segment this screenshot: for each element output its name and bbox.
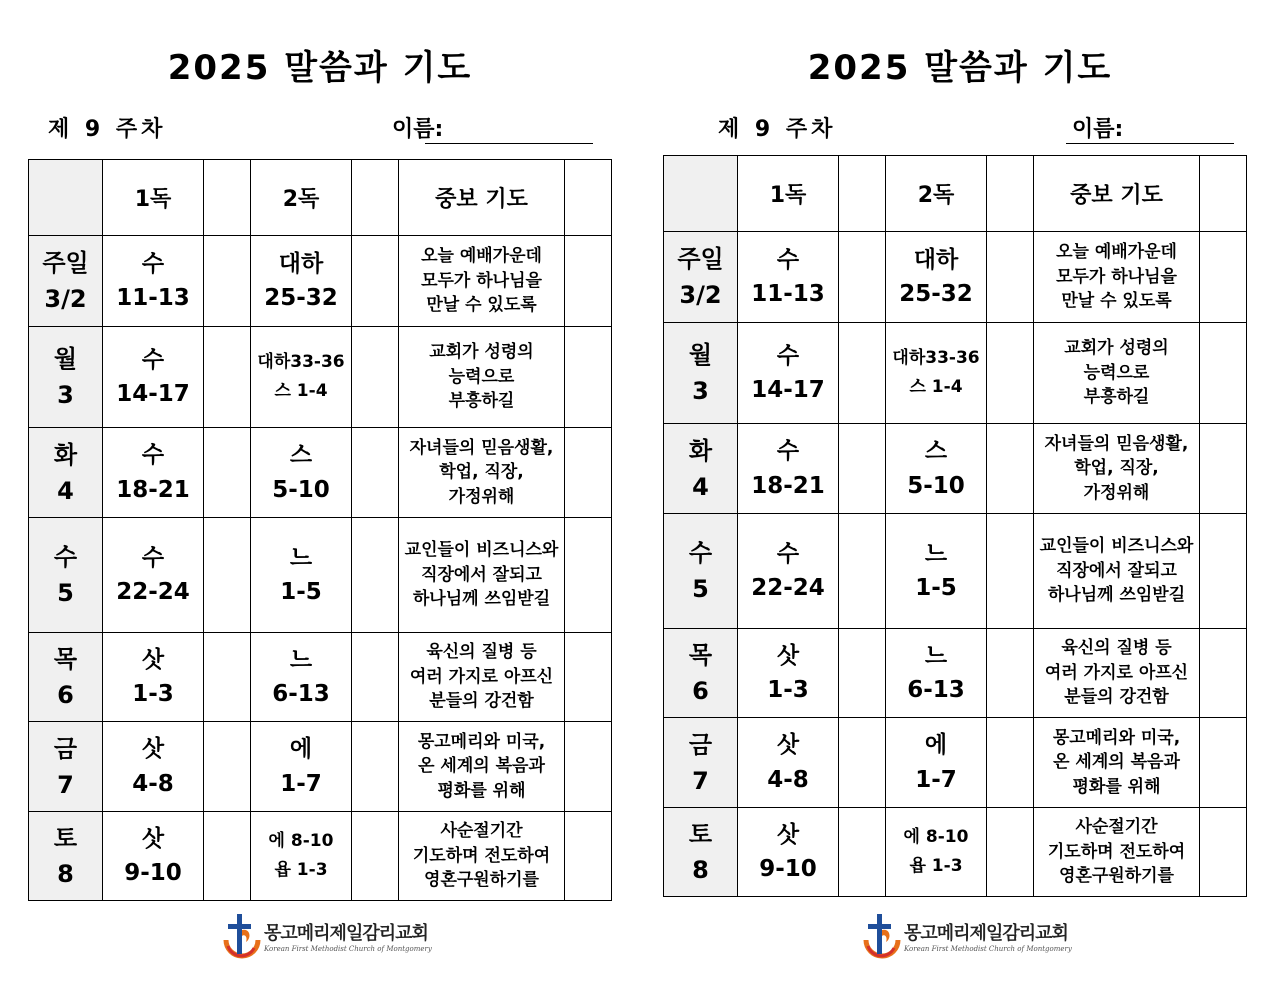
reading2-line1: 대하33-36 (892, 348, 980, 369)
prayer-line: 육신의 질병 등 (426, 642, 537, 663)
reading1-book: 수 (141, 250, 165, 277)
check-cell (352, 327, 399, 428)
logo-english-name: Korean First Methodist Church of Montgomery (904, 945, 1072, 953)
prayer-line: 여러 가지로 아프신 (409, 666, 554, 687)
prayer-line: 능력으로 (1083, 362, 1150, 383)
reading2-line1: 에 (289, 736, 313, 762)
reading1-range: 11-13 (751, 281, 825, 307)
reading1-range: 1-3 (767, 677, 809, 703)
header-reading1: 1독 (103, 160, 204, 236)
prayer-line: 학업, 직장, (439, 462, 524, 483)
check-cell (1200, 514, 1247, 629)
prayer-line: 오늘 예배가운데 (421, 246, 542, 267)
prayer-line: 만날 수 있도록 (426, 295, 537, 316)
reading1-book: 삿 (776, 732, 800, 758)
table-row (664, 424, 1247, 514)
header-prayer: 중보 기도 (399, 160, 565, 236)
day-name: 금 (688, 730, 713, 759)
reading2-line2: 6-13 (907, 677, 965, 703)
prayer-cell (1034, 514, 1200, 629)
prayer-cell (1034, 808, 1200, 897)
reading2-cell (886, 808, 987, 897)
reading1-book: 삿 (141, 736, 165, 762)
check-cell (565, 236, 612, 327)
reading2-line2: 스 1-4 (274, 381, 328, 401)
prayer-line: 오늘 예배가운데 (1056, 242, 1177, 263)
reading2-line2: 욥 1-3 (274, 860, 328, 880)
reading2-line1: 스 (289, 442, 313, 468)
reading1-book: 삿 (141, 825, 165, 852)
reading1-cell (738, 232, 839, 323)
check-cell (204, 633, 251, 722)
prayer-line: 온 세계의 복음과 (418, 756, 545, 777)
day-date: 5 (692, 575, 709, 603)
check-cell (987, 514, 1034, 629)
reading1-cell (738, 424, 839, 514)
prayer-line: 모두가 하나님을 (421, 270, 542, 291)
reading1-book: 수 (776, 342, 800, 369)
header-row (664, 156, 1247, 232)
reading2-line1: 에 8-10 (903, 827, 969, 848)
day-name: 화 (53, 440, 78, 469)
cross-flame-logo-icon (218, 910, 262, 962)
prayer-line: 만날 수 있도록 (1061, 291, 1172, 312)
check-cell (987, 323, 1034, 424)
check-cell (565, 812, 612, 901)
reading2-line2: 1-7 (280, 770, 322, 797)
prayer-line: 영혼구원하기를 (1059, 866, 1174, 887)
check-cell (839, 808, 886, 897)
church-logo (858, 908, 1072, 964)
header-blank-cell (29, 160, 103, 236)
prayer-line: 학업, 직장, (1074, 458, 1159, 479)
reading1-cell (738, 629, 839, 718)
day-date: 8 (692, 856, 709, 884)
check-cell (565, 327, 612, 428)
header-spare-cell (839, 156, 886, 232)
day-cell (664, 718, 738, 808)
prayer-line: 교인들이 비즈니스와 (404, 540, 559, 561)
day-cell (29, 428, 103, 518)
day-date: 3/2 (679, 281, 722, 309)
day-name: 월 (688, 341, 713, 369)
prayer-line: 교회가 성령의 (1064, 338, 1169, 359)
check-cell (565, 518, 612, 633)
table-row (29, 428, 612, 518)
prayer-cell (399, 722, 565, 812)
check-cell (352, 633, 399, 722)
prayer-line: 하나님께 쓰임받길 (412, 589, 551, 610)
check-cell (565, 722, 612, 812)
day-date: 3 (57, 381, 74, 409)
reading2-line1: 대하 (278, 250, 324, 277)
day-cell (664, 808, 738, 897)
prayer-cell (399, 812, 565, 901)
day-date: 3 (692, 377, 709, 405)
reading2-line2: 1-7 (915, 766, 957, 793)
day-name: 토 (688, 820, 713, 848)
reading2-line1: 느 (924, 540, 948, 567)
check-cell (1200, 718, 1247, 808)
day-date: 7 (692, 766, 709, 795)
check-cell (987, 718, 1034, 808)
reading1-book: 수 (141, 544, 165, 571)
check-cell (839, 629, 886, 718)
prayer-cell (1034, 232, 1200, 323)
prayer-line: 모두가 하나님을 (1056, 266, 1177, 287)
check-cell (839, 232, 886, 323)
day-name: 화 (688, 436, 713, 465)
reading2-cell (886, 323, 987, 424)
reading1-cell (103, 236, 204, 327)
table-row (29, 518, 612, 633)
day-name: 수 (688, 539, 713, 567)
reading2-line1: 느 (924, 642, 948, 669)
schedule-table (28, 159, 612, 901)
day-cell (664, 232, 738, 323)
reading1-cell (103, 722, 204, 812)
prayer-line: 분들의 강건함 (429, 691, 534, 712)
day-date: 7 (57, 770, 74, 799)
reading1-range: 1-3 (132, 681, 174, 707)
check-cell (204, 236, 251, 327)
name-label: 이름: (1072, 117, 1124, 142)
reading1-range: 22-24 (116, 579, 190, 605)
reading2-cell (251, 236, 352, 327)
check-cell (839, 424, 886, 514)
reading1-book: 수 (776, 246, 800, 273)
reading2-line2: 1-5 (280, 579, 322, 605)
prayer-line: 몽고메리와 미국, (417, 731, 546, 752)
header-reading2: 2독 (251, 160, 352, 236)
prayer-line: 교회가 성령의 (429, 342, 534, 363)
reading2-line1: 대하 (913, 246, 959, 273)
check-cell (204, 428, 251, 518)
prayer-line: 가정위해 (1083, 482, 1150, 503)
header-spare-cell (987, 156, 1034, 232)
check-cell (839, 718, 886, 808)
day-name: 목 (688, 641, 713, 669)
prayer-cell (399, 327, 565, 428)
header-prayer: 중보 기도 (1034, 156, 1200, 232)
week-label: 제 9 주차 (718, 117, 837, 142)
reading2-line1: 에 8-10 (268, 831, 334, 852)
day-cell (29, 236, 103, 327)
header-spare-cell (565, 160, 612, 236)
reading1-cell (103, 812, 204, 901)
prayer-cell (399, 633, 565, 722)
table-row (664, 629, 1247, 718)
page-title: 2025 말씀과 기도 (167, 48, 473, 88)
check-cell (204, 327, 251, 428)
day-date: 6 (692, 677, 709, 705)
table-row (664, 323, 1247, 424)
reading1-cell (103, 428, 204, 518)
reading1-book: 삿 (776, 821, 800, 848)
prayer-line: 영혼구원하기를 (424, 870, 539, 891)
day-name: 주일 (677, 245, 724, 273)
reading1-book: 수 (776, 438, 800, 464)
check-cell (352, 722, 399, 812)
reading1-range: 4-8 (767, 766, 809, 793)
reading1-range: 9-10 (124, 860, 182, 886)
schedule-table (663, 155, 1247, 897)
prayer-line: 교인들이 비즈니스와 (1039, 536, 1194, 557)
prayer-cell (399, 518, 565, 633)
header-reading1: 1독 (738, 156, 839, 232)
check-cell (1200, 323, 1247, 424)
reading1-range: 14-17 (116, 381, 190, 407)
reading2-line1: 대하33-36 (257, 352, 345, 373)
reading1-book: 삿 (776, 642, 800, 669)
prayer-line: 자녀들의 믿음생활, (1044, 433, 1189, 454)
prayer-line: 육신의 질병 등 (1061, 638, 1172, 659)
reading1-cell (738, 514, 839, 629)
reading2-line1: 에 (924, 732, 948, 758)
check-cell (565, 633, 612, 722)
day-cell (664, 323, 738, 424)
day-cell (29, 722, 103, 812)
day-date: 5 (57, 579, 74, 607)
day-name: 목 (53, 645, 78, 673)
reading2-cell (886, 424, 987, 514)
prayer-line: 직장에서 잘되고 (421, 564, 542, 585)
prayer-line: 분들의 강건함 (1064, 687, 1169, 708)
header-spare-cell (1200, 156, 1247, 232)
prayer-line: 사순절기간 (1075, 817, 1158, 838)
check-cell (1200, 424, 1247, 514)
logo-english-name: Korean First Methodist Church of Montgomery (264, 945, 432, 953)
logo-korean-name: 몽고메리제일감리교회 (264, 923, 428, 944)
week-label: 제 9 주차 (48, 117, 167, 142)
church-logo (218, 908, 432, 964)
prayer-cell (1034, 424, 1200, 514)
table-row (29, 327, 612, 428)
header-reading2: 2독 (886, 156, 987, 232)
reading2-cell (886, 514, 987, 629)
check-cell (839, 323, 886, 424)
check-cell (352, 812, 399, 901)
header-spare-cell (352, 160, 399, 236)
reading1-book: 삿 (141, 646, 165, 673)
reading1-book: 수 (141, 346, 165, 373)
reading2-cell (251, 518, 352, 633)
reading1-range: 18-21 (751, 472, 825, 499)
prayer-line: 가정위해 (448, 486, 515, 507)
reading2-cell (886, 232, 987, 323)
name-line (1066, 143, 1234, 144)
reading1-cell (738, 808, 839, 897)
check-cell (987, 232, 1034, 323)
name-line (425, 143, 593, 144)
prayer-line: 기도하며 전도하여 (412, 845, 551, 866)
check-cell (1200, 808, 1247, 897)
reading1-range: 11-13 (116, 285, 190, 311)
header-blank-cell (664, 156, 738, 232)
check-cell (352, 428, 399, 518)
check-cell (1200, 232, 1247, 323)
right-sheet (640, 0, 1280, 989)
prayer-line: 하나님께 쓰임받길 (1047, 585, 1186, 606)
prayer-line: 평화를 위해 (437, 780, 526, 801)
prayer-line: 여러 가지로 아프신 (1044, 662, 1189, 683)
day-name: 금 (53, 734, 78, 763)
day-date: 4 (57, 476, 74, 505)
table-row (29, 633, 612, 722)
check-cell (839, 514, 886, 629)
check-cell (1200, 629, 1247, 718)
day-cell (29, 812, 103, 901)
reading1-cell (103, 327, 204, 428)
day-cell (664, 514, 738, 629)
day-cell (29, 633, 103, 722)
reading1-range: 18-21 (116, 476, 190, 503)
reading2-cell (251, 633, 352, 722)
reading2-cell (251, 812, 352, 901)
prayer-line: 직장에서 잘되고 (1056, 560, 1177, 581)
check-cell (204, 722, 251, 812)
name-label: 이름: (392, 117, 444, 142)
prayer-cell (399, 428, 565, 518)
table-row (664, 232, 1247, 323)
logo-korean-name: 몽고메리제일감리교회 (904, 923, 1068, 944)
reading2-line1: 느 (289, 646, 313, 673)
table-row (29, 236, 612, 327)
day-cell (29, 327, 103, 428)
reading2-line2: 25-32 (899, 281, 973, 307)
reading1-range: 9-10 (759, 856, 817, 882)
check-cell (352, 236, 399, 327)
check-cell (565, 428, 612, 518)
header-row (29, 160, 612, 236)
header-spare-cell (204, 160, 251, 236)
prayer-line: 온 세계의 복음과 (1053, 752, 1180, 773)
page-title: 2025 말씀과 기도 (807, 48, 1113, 88)
prayer-line: 평화를 위해 (1072, 776, 1161, 797)
prayer-line: 부흥하길 (1083, 387, 1150, 408)
day-date: 3/2 (44, 285, 87, 313)
prayer-line: 기도하며 전도하여 (1047, 841, 1186, 862)
check-cell (352, 518, 399, 633)
day-date: 6 (57, 681, 74, 709)
reading1-cell (103, 518, 204, 633)
prayer-cell (1034, 629, 1200, 718)
table-row (664, 808, 1247, 897)
reading2-cell (886, 718, 987, 808)
reading1-cell (738, 718, 839, 808)
table-row (29, 812, 612, 901)
reading1-book: 수 (141, 442, 165, 468)
prayer-line: 자녀들의 믿음생활, (409, 437, 554, 458)
prayer-line: 몽고메리와 미국, (1052, 727, 1181, 748)
day-cell (664, 629, 738, 718)
day-date: 4 (692, 472, 709, 501)
reading2-line2: 스 1-4 (909, 377, 963, 397)
reading2-line2: 5-10 (272, 476, 330, 503)
prayer-cell (1034, 323, 1200, 424)
prayer-line: 부흥하길 (448, 391, 515, 412)
reading2-line2: 욥 1-3 (909, 856, 963, 876)
prayer-line: 사순절기간 (440, 821, 523, 842)
check-cell (204, 812, 251, 901)
reading2-cell (886, 629, 987, 718)
reading2-line1: 느 (289, 544, 313, 571)
reading1-range: 14-17 (751, 377, 825, 403)
reading2-line2: 1-5 (915, 575, 957, 601)
reading1-range: 22-24 (751, 575, 825, 601)
reading1-cell (738, 323, 839, 424)
check-cell (987, 629, 1034, 718)
reading1-book: 수 (776, 540, 800, 567)
day-name: 토 (53, 824, 78, 852)
table-row (664, 514, 1247, 629)
prayer-cell (399, 236, 565, 327)
prayer-cell (1034, 718, 1200, 808)
day-cell (29, 518, 103, 633)
day-date: 8 (57, 860, 74, 888)
reading2-cell (251, 428, 352, 518)
table-row (29, 722, 612, 812)
cross-flame-logo-icon (858, 910, 902, 962)
day-name: 수 (53, 543, 78, 571)
day-name: 월 (53, 345, 78, 373)
prayer-line: 능력으로 (448, 366, 515, 387)
reading2-line2: 25-32 (264, 285, 338, 311)
table-row (664, 718, 1247, 808)
reading2-cell (251, 327, 352, 428)
reading2-line1: 스 (924, 438, 948, 464)
reading2-cell (251, 722, 352, 812)
reading1-cell (103, 633, 204, 722)
reading1-range: 4-8 (132, 770, 174, 797)
reading2-line2: 6-13 (272, 681, 330, 707)
day-name: 주일 (42, 249, 89, 277)
day-cell (664, 424, 738, 514)
check-cell (987, 808, 1034, 897)
check-cell (204, 518, 251, 633)
reading2-line2: 5-10 (907, 472, 965, 499)
check-cell (987, 424, 1034, 514)
